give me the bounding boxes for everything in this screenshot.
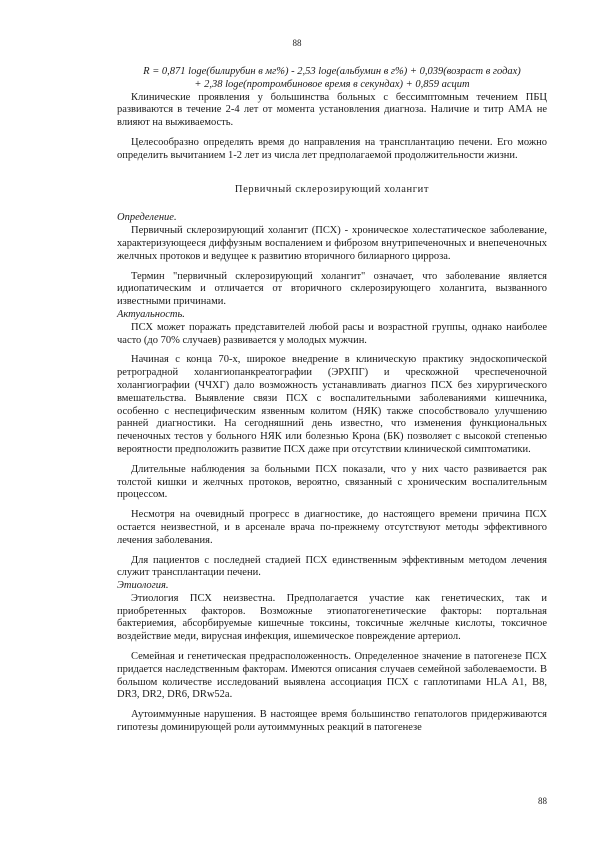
relevance-paragraph-4: Несмотря на очевидный прогресс в диагностике, до настоящего времени причина ПСХ остается неизвестной, и в арсенале врача по-прежнему отсутствуют методы эффективного лечения заболевания. [117,509,547,546]
definition-label: Определение. [117,212,177,224]
paragraph-clinical: Клинические проявления у большинства больных с бессимптомным течением ПБЦ развиваются в течение 2-4 лет от момента установления диагноза. Наличие и титр АМА не влияют на выживаемость. [117,91,547,129]
relevance-paragraph-2: Начиная с конца 70-х, широкое внедрение в клиническую практику эндоскопической ретроградной холангиопанкреатографии (ЭРХПГ) и чрескожной чреспеченочной холангиографии (ЧЧХГ) дало возможность устанавливать диагноз ПСХ без хирургического вмешательства. Выявление связи ПСХ с воспалительными заболеваниями кишечника, особенно с неспецифическим язвенным колитом (НЯК) также способствовало улучшению ранней диагностики. На сегодняшний день известно, что изменения функциональных печеночных тестов у больного НЯК или болезнью Крона (БК) позволяет с высокой степенью вероятности предположить развитие ПСХ даже при отсутствии клинической симптоматики. [117,354,547,455]
etiology-paragraph-1: Этиология ПСХ неизвестна. Предполагается участие как генетических, так и приобретенных факторов. Возможные этиопатогенетические факторы: портальная бактериемия, абсорбируемые кишечные токсины, токсичные желчные кислоты, токсичное воздействие меди, вирусная инфекция, ишемическое повреждение артериол. [117,592,547,643]
definition-paragraph-2: Термин "первичный склерозирующий холангит" означает, что заболевание является идиопатическим и отличается от вторичного склерозирующего холангита, вызванного известными причинами. [117,270,547,308]
page-body [117,66,547,735]
etiology-paragraph-2: Семейная и генетическая предрасположенность. Определенное значение в патогенезе ПСХ придается наследственным факторам. Имеются описания случаев семейной заболеваемости. В большом количестве исследований выявлена ассоциация ПСХ с гаплотипами HLA A1, B8, DR3, DR2, DR6, DRw52a. [117,651,547,701]
section-title: Первичный склерозирующий холангит [234,183,430,195]
definition-paragraph-1: Первичный склерозирующий холангит (ПСХ) - хроническое холестатическое заболевание, характеризующееся диффузным воспалением и фиброзом внутрипеченочных и внепеченочных желчных протоков и ведущее к развитию вторичного билиарного цирроза. [117,225,547,262]
relevance-label: Актуальность. [117,308,185,320]
page-number-bottom: 88 [538,796,547,806]
page-number-top: 88 [292,38,302,48]
formula-line-1: R = 0,871 loge(билирубин в мг%) - 2,53 loge(альбумин в г%) + 0,039(возраст в годах) [143,66,521,77]
relevance-paragraph-5: Для пациентов с последней стадией ПСХ единственным эффективным методом лечения служит трансплантации печени. [117,554,547,579]
formula-line-2: + 2,38 loge(протромбиновое время в секундах) + 0,859 асцит [194,78,470,90]
etiology-label: Этиология. [117,580,169,592]
relevance-paragraph-3: Длительные наблюдения за больными ПСХ показали, что у них часто развивается рак толстой кишки и желчных протоков, вероятно, связанный с хроническим воспалительным процессом. [117,463,547,501]
relevance-paragraph-1: ПСХ может поражать представителей любой расы и возрастной группы, однако наиболее часто (до 70% случаев) развивается у молодых мужчин. [117,321,547,346]
paragraph-transplant-timing: Целесообразно определять время до направления на трансплантацию печени. Его можно определить вычитанием 1-2 лет из числа лет предполагаемой продолжительности жизни. [117,136,547,161]
etiology-paragraph-3: Аутоиммунные нарушения. В настоящее время большинство гепатологов придерживаются гипотезы доминирующей роли аутоиммунных реакций в патогенезе [117,709,547,734]
